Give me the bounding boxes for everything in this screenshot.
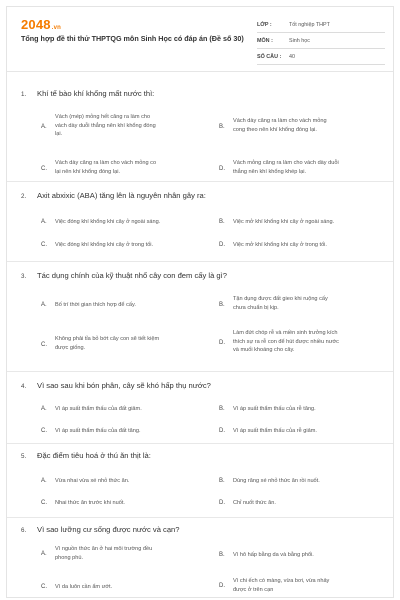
question-divider xyxy=(7,371,393,372)
meta-class: LỚP : Tốt nghiệp THPT xyxy=(257,17,385,33)
document-header xyxy=(7,7,393,63)
document-page: 2048.vn Tổng hợp đề thi thử THPTQG môn Sinh Học có đáp án (Đề số 30) LỚP : Tốt nghiệp THPT MÔN : Sinh học SỐ CÂU : 40 1. Khí tế bào khí khổng mất nước thì: A. Vách (mép) mỏng hết căng ra làm cho vách dày duỗi thẳng nên khí khổng đóng lại. B. Vách dày căng ra làm cho vách mỏng cong theo nên khí khổng đóng lại. C. Vách dày căng ra làm cho vách mỏng co lại nên khí khổng đóng lại. D. Vách mỏng căng ra làm cho vách dày duỗi thẳng nên khí khổng khép lại. 2. Axit abxixic (ABA) tăng lên là nguyên nhân gây ra: A. Việc đóng khí khổng khi cây ở ngoài sáng. B. Việc mở khí khổng khi cây ở ngoài sáng. C. Việc đóng khí khổng khi cây ở trong tối. D. Việc mở khí khổng khi cây ở trong tối. 3. Tác dụng chính của kỹ thuật nhổ cây con đem cấy là gì? A. Bố trí thời gian thích hợp để cấy. B. Tận dụng được đất gieo khi ruộng cấy chưa chuẩn bị kịp. C. Không phải tỉa bỏ bớt cây con sẽ tiết kiệm được giống. D. Làm đứt chóp rễ và miền sinh trưởng kích thích sự ra rễ con để hút được nhiều nước và muối khoáng cho cây. 4. Vì sao sau khi bón phân, cây sẽ khó hấp thụ nước? A. Vì áp suất thẩm thấu của đất giảm. B. Vì áp suất thẩm thấu của rễ tăng. C. Vì áp suất thẩm thấu của đất tăng. D. Vì áp suất thẩm thấu của rễ giảm. 5. Đặc điểm tiêu hoá ở thú ăn thịt là: A. Vừa nhai vừa xé nhỏ thức ăn. B. Dùng răng xé nhỏ thức ăn rồi nuốt. C. Nhai thức ăn trước khi nuốt. D. Chỉ nuốt thức ăn. 6. Vì sao lưỡng cư sống được nước và cạn? A. Vì nguồn thức ăn ở hai môi trường đều phong phú. B. Vì hô hấp bằng da và bằng phổi. C. Vì da luôn cần ẩm ướt. D. Vì chi ếch có màng, vừa bơi, vừa nhảy được ở trên cạn xyxy=(6,6,394,598)
document-meta xyxy=(257,17,385,65)
question-text: 6. Vì sao lưỡng cư sống được nước và cạn? xyxy=(21,525,180,534)
question-divider xyxy=(7,443,393,444)
header-divider xyxy=(7,71,393,72)
question-text: 3. Tác dụng chính của kỹ thuật nhổ cây con đem cấy là gì? xyxy=(21,271,227,280)
question-divider xyxy=(7,181,393,182)
question-divider xyxy=(7,517,393,518)
question-divider xyxy=(7,261,393,262)
question-text: 2. Axit abxixic (ABA) tăng lên là nguyên nhân gây ra: xyxy=(21,191,206,200)
question-text: 5. Đặc điểm tiêu hoá ở thú ăn thịt là: xyxy=(21,451,151,460)
meta-subject: MÔN : Sinh học xyxy=(257,33,385,49)
question-text: 4. Vì sao sau khi bón phân, cây sẽ khó hấp thụ nước? xyxy=(21,381,211,390)
question-text: 1. Khí tế bào khí khổng mất nước thì: xyxy=(21,89,155,98)
site-logo[interactable]: 2048.vn xyxy=(21,17,62,32)
document-title: Tổng hợp đề thi thử THPTQG môn Sinh Học có đáp án (Đề số 30) xyxy=(21,34,244,43)
meta-question-count: SỐ CÂU : 40 xyxy=(257,49,385,65)
